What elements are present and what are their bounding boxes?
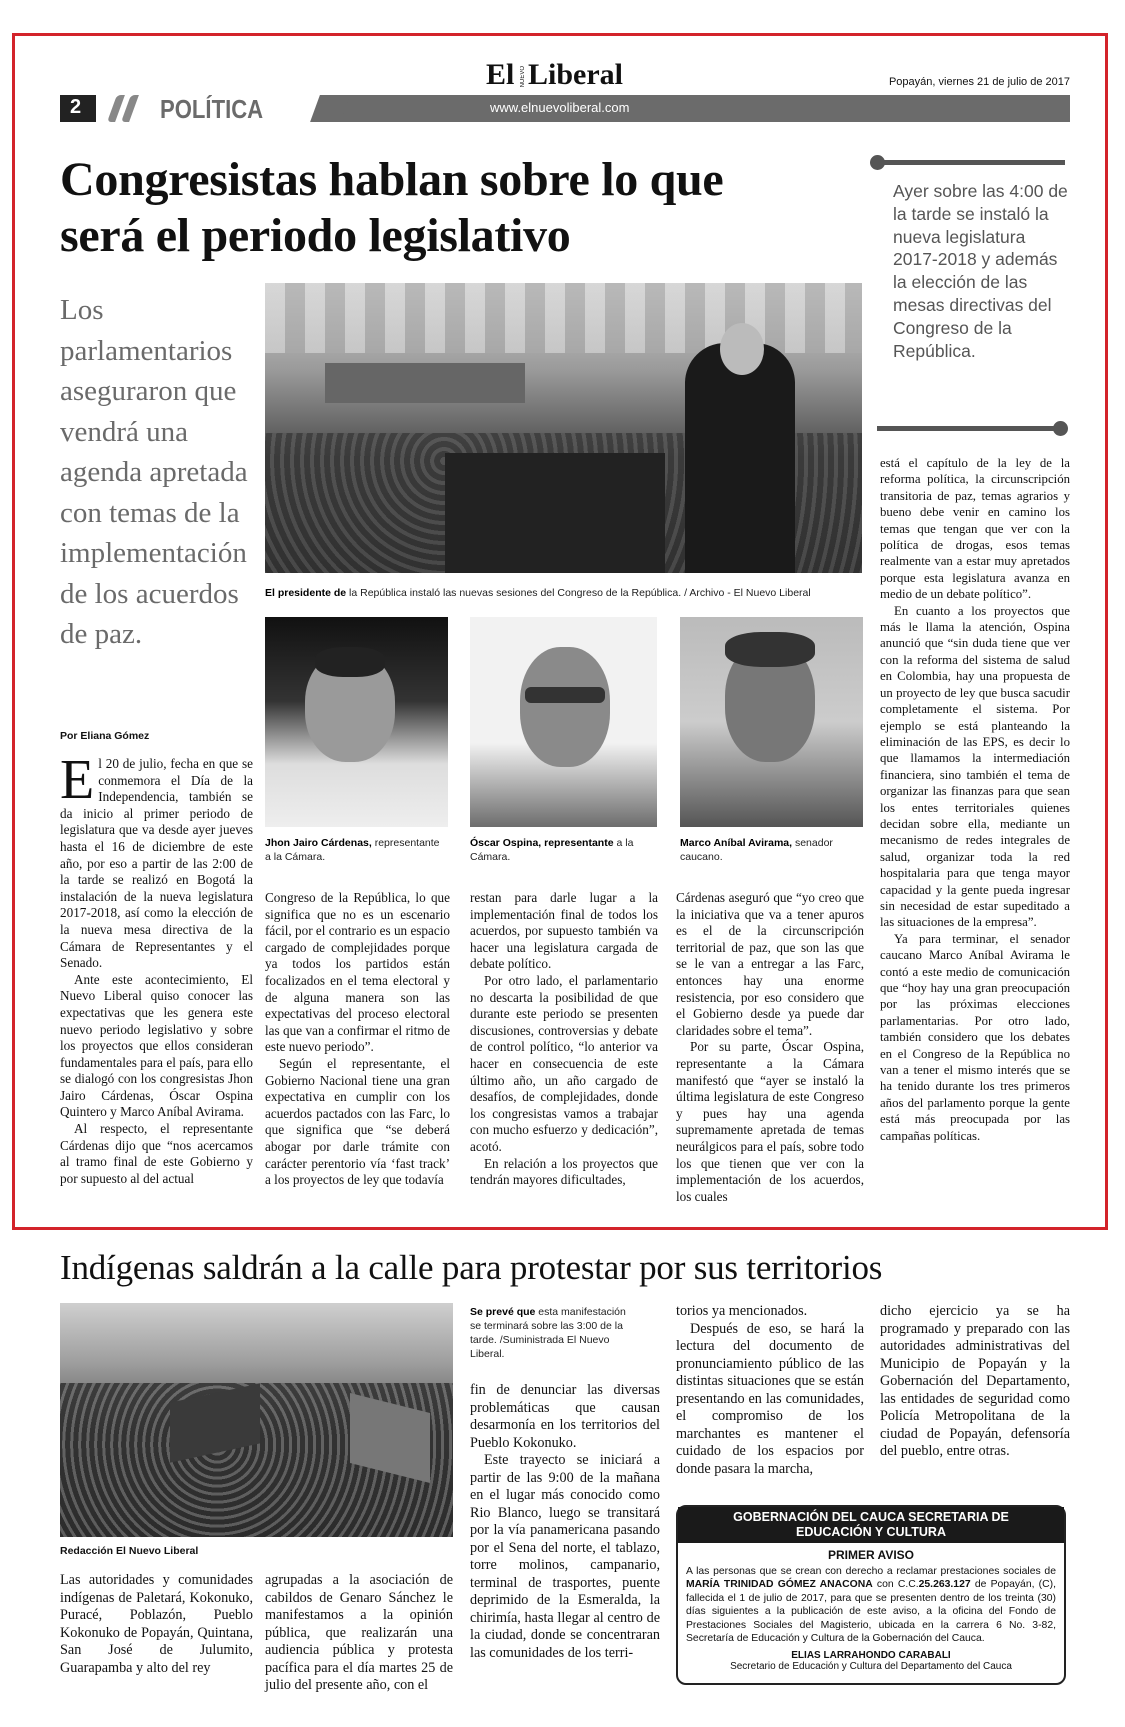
paragraph: torios ya mencionados. bbox=[676, 1303, 808, 1319]
pullquote-top-rule bbox=[880, 160, 1065, 165]
paragraph: Según el representante, el Gobierno Nacional tiene una gran expectativa en cumplir con los acuerdos pactados con las Farc, lo que significa que “se deberá abogar por darle trámite con carácter perentorio vía ‘fast track’ a los proyectos de ley que todavía bbox=[265, 1055, 450, 1188]
paragraph: Ya para terminar, el senador caucano Marco Aníbal Avirama le contó a este medio de comunicación que “hoy hay una gran preocupación por las próximas elecciones parlamentarias. Por otro lado, también considero que los debates en el Congreso de la República no van a tener el mismo interés que se ha tenido durante los tres primeros años del parlamento porque la gente está más preocupada por las campañas políticas. bbox=[880, 931, 1070, 1143]
article2-column-5 bbox=[880, 1303, 1070, 1483]
paragraph: fin de denunciar las diversas problemáticas que causan desarmonía en los territorios del Pueblo Kokonuko. bbox=[470, 1382, 660, 1451]
notice-title: GOBERNACIÓN DEL CAUCA SECRETARIA DE EDUCACIÓN Y CULTURA bbox=[678, 1507, 1064, 1543]
headline-1: Congresistas hablan sobre lo que será el periodo legislativo bbox=[60, 153, 724, 262]
paragraph: agrupadas a la asociación de cabildos de Genaro Sánchez le manifestamos a la opinión pública, que realizarán una audiencia pública y protesta pacífica para el día martes 25 de julio del presente año, con el bbox=[265, 1572, 453, 1693]
paragraph: l 20 de julio, fecha en que se conmemora el Día de la Independencia, también se da inicio al primer periodo de legislatura que va desde ayer jueves hasta el 16 de diciembre de este año, por eso a partir de las 2:00 de la tarde se realizó en Bogotá la instalación de la nueva legislatura 2017-2018, así como la elección de la nueva mesa directiva de la Cámara de Representantes y el Senado. bbox=[60, 756, 253, 971]
section-slashes bbox=[112, 95, 152, 122]
congress-session-photo bbox=[265, 283, 862, 573]
logo-nuevo: NUEVO bbox=[520, 66, 526, 88]
paragraph: Por otro lado, el parlamentario no descarta la posibilidad de que durante este periodo se presenten discusiones, controversias y debate de control político, “lo anterior va hacer en consecuencia de este último año, un año cargado de desafíos, de complejidades, donde los congresistas vamos a trabajar con mucho esfuerzo y dedicación”, acotó. bbox=[470, 972, 658, 1154]
article1-column-5 bbox=[880, 455, 1070, 1196]
notice-body bbox=[686, 1565, 1056, 1645]
pullquote-top-dot bbox=[870, 155, 885, 170]
notice-subtitle: PRIMER AVISO bbox=[827, 1548, 914, 1562]
paragraph: está el capítulo de la ley de la reforma política, la circunscripción transitoria de paz, temas agrarios y bueno debe venir en camino los temas que tengan que ver con la política de drogas, esos temas realmente van a estar muy apretados porque esta legislatura avanza en medio de un debate político”. bbox=[880, 456, 1070, 602]
article1-column-2 bbox=[265, 890, 450, 1196]
protest-caption-lead: Se prevé que bbox=[470, 1306, 536, 1318]
notice-body-c: de Popayán, (C), fallecida el 1 de julio de 2017, para que se presenten dentro de los treinta (30) días siguientes a la publicación de este aviso, a la oficina del Fondo de Prestaciones Sociales del Magisterio, ubicada en la carrera 6 No. 3-82, Secretaría de Educación y Cultura de la Gobernación del Cauca. bbox=[686, 1579, 1056, 1645]
paragraph: Al respecto, el representante Cárdenas dijo que “nos acercamos al tramo final de este Gobierno y por supuesto al del actual bbox=[60, 1121, 253, 1186]
header-date: Popayán, viernes 21 de julio de 2017 bbox=[888, 76, 1070, 88]
caption-cardenas-role: representante a la Cámara. bbox=[265, 837, 440, 863]
page-number: 2 bbox=[70, 96, 82, 118]
caption-ospina bbox=[470, 836, 657, 864]
paragraph: dicho ejercicio ya se ha programado y preparado con las autoridades administrativas del Municipio de Popayán y la Gobernación del Departamento, las entidades de seguridad como Policía Metropolitana de la ciudad de Popayán, defensoría del pueblo, entre otras. bbox=[880, 1303, 1070, 1459]
notice-signer: ELIAS LARRAHONDO CARABALI bbox=[791, 1650, 951, 1662]
headline-2: Indígenas saldrán a la calle para protestar por sus territorios bbox=[60, 1248, 883, 1287]
byline-1: Por Eliana Gómez bbox=[60, 730, 150, 742]
page-header bbox=[60, 60, 1070, 130]
caption-ospina-role: a la Cámara. bbox=[470, 837, 634, 863]
notice-cc: 25.263.127 bbox=[918, 1579, 971, 1591]
logo-el: El bbox=[486, 58, 515, 91]
pullquote: Ayer sobre las 4:00 de la tarde se instaló la nueva legislatura 2017-2018 y además la elección de las mesas directivas del Congreso de la República. bbox=[893, 181, 1068, 361]
pullquote-bottom-dot bbox=[1053, 421, 1068, 436]
caption-ospina-name: Óscar Ospina, representante bbox=[470, 837, 614, 849]
caption-cardenas bbox=[265, 836, 448, 864]
caption-avirama-role: senador caucano. bbox=[680, 837, 833, 863]
main-photo-caption-lead: El presidente de bbox=[265, 587, 347, 599]
notice-body-a: A las personas que se crean con derecho a reclamar prestaciones sociales de bbox=[686, 1566, 1056, 1577]
article2-column-1 bbox=[60, 1572, 253, 1696]
portrait-avirama bbox=[680, 617, 863, 827]
notice-signer-title: Secretario de Educación y Cultura del Departamento del Cauca bbox=[730, 1661, 1012, 1673]
main-photo-caption bbox=[265, 586, 865, 600]
paragraph: Después de eso, se hará la lectura del documento de pronunciamiento público de las distintas situaciones que se están presentando en las comunidades, el compromiso de los marchantes es mantener el cuidado de los espacios por donde pasara la marcha, bbox=[676, 1320, 864, 1477]
paragraph: restan para darle lugar a la implementación final de todos los acuerdos, por supuesto también va hacer una legislatura cargada de debate político. bbox=[470, 890, 658, 972]
caption-avirama-name: Marco Aníbal Avirama, bbox=[680, 837, 793, 849]
legal-notice bbox=[676, 1505, 1066, 1685]
paragraph: Congreso de la República, lo que significa que no es un escenario fácil, por el contrario es un espacio cargado de complejidades porque ya todos los partidos están focalizados en el tema electoral y de alguna manera son las expectativas del proceso electoral las que van a confirmar el ritmo de este nuevo periodo”. bbox=[265, 890, 450, 1055]
dropcap: E bbox=[60, 749, 95, 811]
portrait-ospina bbox=[470, 617, 657, 827]
article1-column-3 bbox=[470, 890, 658, 1196]
logo bbox=[486, 60, 686, 92]
protest-caption-text: esta manifestación se terminará sobre las 3:00 de la tarde. /Suministrada El Nuevo Liberal. bbox=[470, 1306, 626, 1360]
paragraph: En cuanto a los proyectos que más le llama la atención, Ospina anunció que “sin duda tiene que ver con la reforma del sistema de salud en Colombia, hay una propuesta de un proyecto de ley que busca sacudir completamente el sistema. Por ejemplo se está planteando la eliminación de las EPS, es decir lo que llamamos la intermediación financiera, sino también el tema de organizar las finanzas para que sean los entes territoriales quienes decidan sobre ella, mediante un mecanismo de redes integrales de salud, organizar toda la red hospitalaria para que tenga mayor capacidad y la gente pueda ingresar sin necesidad de estar supeditado a las situaciones de la empresa”. bbox=[880, 603, 1070, 930]
pullquote-bottom-rule bbox=[877, 426, 1062, 431]
main-photo-caption-text: la República instaló las nuevas sesiones del Congreso de la República. / Archivo - El Nuevo Liberal bbox=[346, 587, 811, 599]
caption-avirama bbox=[680, 836, 863, 864]
protest-photo bbox=[60, 1303, 453, 1537]
paragraph: Las autoridades y comunidades indígenas de Paletará, Kokonuko, Puracé, Poblazón, Pueblo Kokonuko de Popayán, Quintana, San José de Julumito, Guarapamba y alto del rey bbox=[60, 1572, 253, 1676]
article2-column-3 bbox=[470, 1382, 660, 1696]
section-name: POLÍTICA bbox=[160, 94, 264, 124]
paragraph: Ante este acontecimiento, El Nuevo Liberal quiso conocer las expectativas que les genera este nuevo periodo legislativo y sobre los proyectos que ellos consideran fundamentales para el país, para ello se dialogó con los congresistas Jhon Jairo Cárdenas, Óscar Ospina Quintero y Marco Aníbal Avirama. bbox=[60, 971, 253, 1120]
paragraph: Por su parte, Óscar Ospina, representante a la Cámara manifestó que “ayer se instaló la última legislatura de este Congreso y pues hay una agenda supremamente apretada de temas neurálgicos para el país, sobre todo los que tienen que ver con la implementación de los acuerdos, los cuales bbox=[676, 1039, 864, 1204]
paragraph: En relación a los proyectos que tendrán mayores dificultades, bbox=[470, 1155, 658, 1188]
byline-2: Redacción El Nuevo Liberal bbox=[60, 1545, 199, 1557]
notice-deceased-name: MARÍA TRINIDAD GÓMEZ ANACONA bbox=[686, 1579, 873, 1591]
paragraph: Cárdenas aseguró que “yo creo que la iniciativa que va a tener apuros es el de la circunscripción territorial de paz, que son las que se le van a entregar a las Farc, entonces hay una enorme resistencia, por eso considero que el Gobierno desde ya puede dar claridades sobre el tema”. bbox=[676, 890, 864, 1038]
protest-photo-caption bbox=[470, 1305, 630, 1361]
article1-column-4 bbox=[676, 890, 864, 1204]
header-bar bbox=[330, 95, 1070, 122]
article2-column-2 bbox=[265, 1572, 453, 1696]
notice-body-b: con C.C. bbox=[872, 1579, 919, 1591]
logo-liberal: Liberal bbox=[528, 58, 623, 91]
article2-column-4 bbox=[676, 1303, 864, 1483]
caption-cardenas-name: Jhon Jairo Cárdenas, bbox=[265, 837, 372, 849]
portrait-cardenas bbox=[265, 617, 448, 827]
subhead: Los parlamentarios aseguraron que vendrá una agenda apretada con temas de la implementación de los acuerdos de paz. bbox=[60, 294, 248, 650]
paragraph: Este trayecto se iniciará a partir de las 9:00 de la mañana en el lugar más conocido como Rio Blanco, luego se transitará por la vía panamericana pasando por el Sena del norte, el tablazo, torre molinos, campanario, terminal de trasportes, puente deprimido de la Esmeralda, la chirimía, hasta llegar al centro de la ciudad, donde se concentraran las comunidades de los terri- bbox=[470, 1452, 660, 1661]
article1-column-1 bbox=[60, 749, 253, 1196]
website-link[interactable]: www.elnuevoliberal.com bbox=[490, 100, 630, 115]
